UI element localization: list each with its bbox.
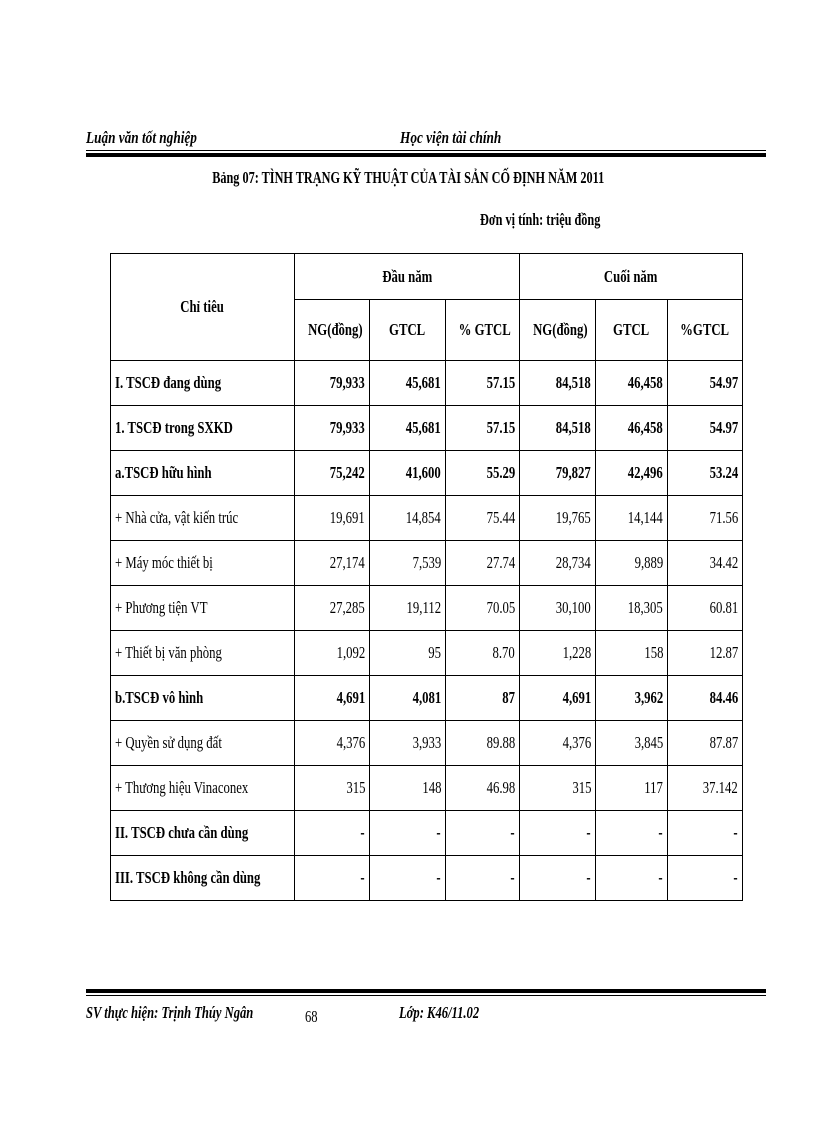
table-row [111,361,743,406]
row-value: 9,889 [596,541,668,586]
unit-label: Đơn vị tính: triệu đồng [480,210,601,229]
row-value: 8.70 [446,631,520,676]
row-value: 84,518 [520,361,596,406]
row-value: 60.81 [668,586,743,631]
row-value: 27,174 [295,541,370,586]
row-value: - [446,856,520,901]
row-value: - [446,811,520,856]
table-row [111,496,743,541]
row-value: 4,081 [370,676,446,721]
column-header: GTCL [596,300,668,361]
row-value: 148 [370,766,446,811]
table-row [111,451,743,496]
row-value: 28,734 [520,541,596,586]
row-label: b.TSCĐ vô hình [111,676,295,721]
row-value: - [596,856,668,901]
row-value: 1,228 [520,631,596,676]
table-row [111,721,743,766]
row-value: 54.97 [668,406,743,451]
row-value: 19,765 [520,496,596,541]
row-value: - [370,856,446,901]
row-value: - [668,856,743,901]
row-label: a.TSCĐ hữu hình [111,451,295,496]
table-row [111,811,743,856]
row-value: 7,539 [370,541,446,586]
row-value: 19,112 [370,586,446,631]
row-value: 4,376 [295,721,370,766]
row-value: 27.74 [446,541,520,586]
row-value: - [596,811,668,856]
row-value: 95 [370,631,446,676]
row-value: 87 [446,676,520,721]
row-value: 158 [596,631,668,676]
footer-student: SV thực hiện: Trịnh Thúy Ngân [86,1003,254,1022]
row-value: 84.46 [668,676,743,721]
row-label: 1. TSCĐ trong SXKD [111,406,295,451]
row-value: 14,854 [370,496,446,541]
row-value: - [668,811,743,856]
row-value: 4,691 [520,676,596,721]
row-value: 46,458 [596,361,668,406]
row-label: I. TSCĐ đang dùng [111,361,295,406]
row-value: 55.29 [446,451,520,496]
table-title: Bảng 07: TÌNH TRẠNG KỸ THUẬT CỦA TÀI SẢN CỐ ĐỊNH NĂM 2011 [212,168,604,187]
row-value: 117 [596,766,668,811]
row-value: 34.42 [668,541,743,586]
row-value: 79,933 [295,361,370,406]
table-row [111,766,743,811]
group-header-end-year: Cuối năm [520,254,743,300]
fixed-assets-table [110,253,743,901]
row-value: 3,962 [596,676,668,721]
row-value: 54.97 [668,361,743,406]
row-value: - [370,811,446,856]
row-value: 27,285 [295,586,370,631]
label-column-header: Chỉ tiêu [111,254,295,361]
row-label: + Máy móc thiết bị [111,541,295,586]
row-value: 37.142 [668,766,743,811]
table-row [111,541,743,586]
header-thesis-label: Luận văn tốt nghiệp [86,128,197,147]
row-value: 12.87 [668,631,743,676]
row-value: 14,144 [596,496,668,541]
row-value: 70.05 [446,586,520,631]
row-value: 46,458 [596,406,668,451]
row-value: 84,518 [520,406,596,451]
footer-class: Lớp: K46/11.02 [399,1003,480,1022]
row-label: + Nhà cửa, vật kiến trúc [111,496,295,541]
row-value: 46.98 [446,766,520,811]
footer-rule-thin [86,995,766,996]
header-rule-thin [86,150,766,151]
footer-rule-thick [86,989,766,993]
row-value: 57.15 [446,406,520,451]
row-label: II. TSCĐ chưa cần dùng [111,811,295,856]
row-value: 79,827 [520,451,596,496]
row-value: 41,600 [370,451,446,496]
group-header-start-year: Đầu năm [295,254,520,300]
row-value: 315 [520,766,596,811]
row-value: 315 [295,766,370,811]
row-value: 89.88 [446,721,520,766]
row-value: - [295,856,370,901]
row-value: 19,691 [295,496,370,541]
row-value: - [520,856,596,901]
row-value: - [295,811,370,856]
table-row [111,586,743,631]
row-value: 4,376 [520,721,596,766]
row-value: 75,242 [295,451,370,496]
page-number: 68 [305,1007,318,1026]
row-value: 45,681 [370,406,446,451]
row-value: 18,305 [596,586,668,631]
header-rule-thick [86,153,766,157]
row-value: 75.44 [446,496,520,541]
row-value: 53.24 [668,451,743,496]
column-header: % GTCL [446,300,520,361]
column-header: NG(đồng) [295,300,370,361]
row-value: 57.15 [446,361,520,406]
row-value: 1,092 [295,631,370,676]
table-row [111,676,743,721]
row-value: 71.56 [668,496,743,541]
row-value: 45,681 [370,361,446,406]
row-value: 3,845 [596,721,668,766]
row-label: + Thương hiệu Vinaconex [111,766,295,811]
header-institution: Học viện tài chính [400,128,502,147]
table-row [111,406,743,451]
row-value: 3,933 [370,721,446,766]
column-header: GTCL [370,300,446,361]
row-value: 87.87 [668,721,743,766]
row-value: - [520,811,596,856]
column-header: %GTCL [668,300,743,361]
row-value: 79,933 [295,406,370,451]
table-row [111,856,743,901]
row-label: + Thiết bị văn phòng [111,631,295,676]
row-value: 42,496 [596,451,668,496]
table-row [111,631,743,676]
row-label: III. TSCĐ không cần dùng [111,856,295,901]
row-value: 30,100 [520,586,596,631]
row-value: 4,691 [295,676,370,721]
row-label: + Quyền sử dụng đất [111,721,295,766]
row-label: + Phương tiện VT [111,586,295,631]
column-header: NG(đồng) [520,300,596,361]
